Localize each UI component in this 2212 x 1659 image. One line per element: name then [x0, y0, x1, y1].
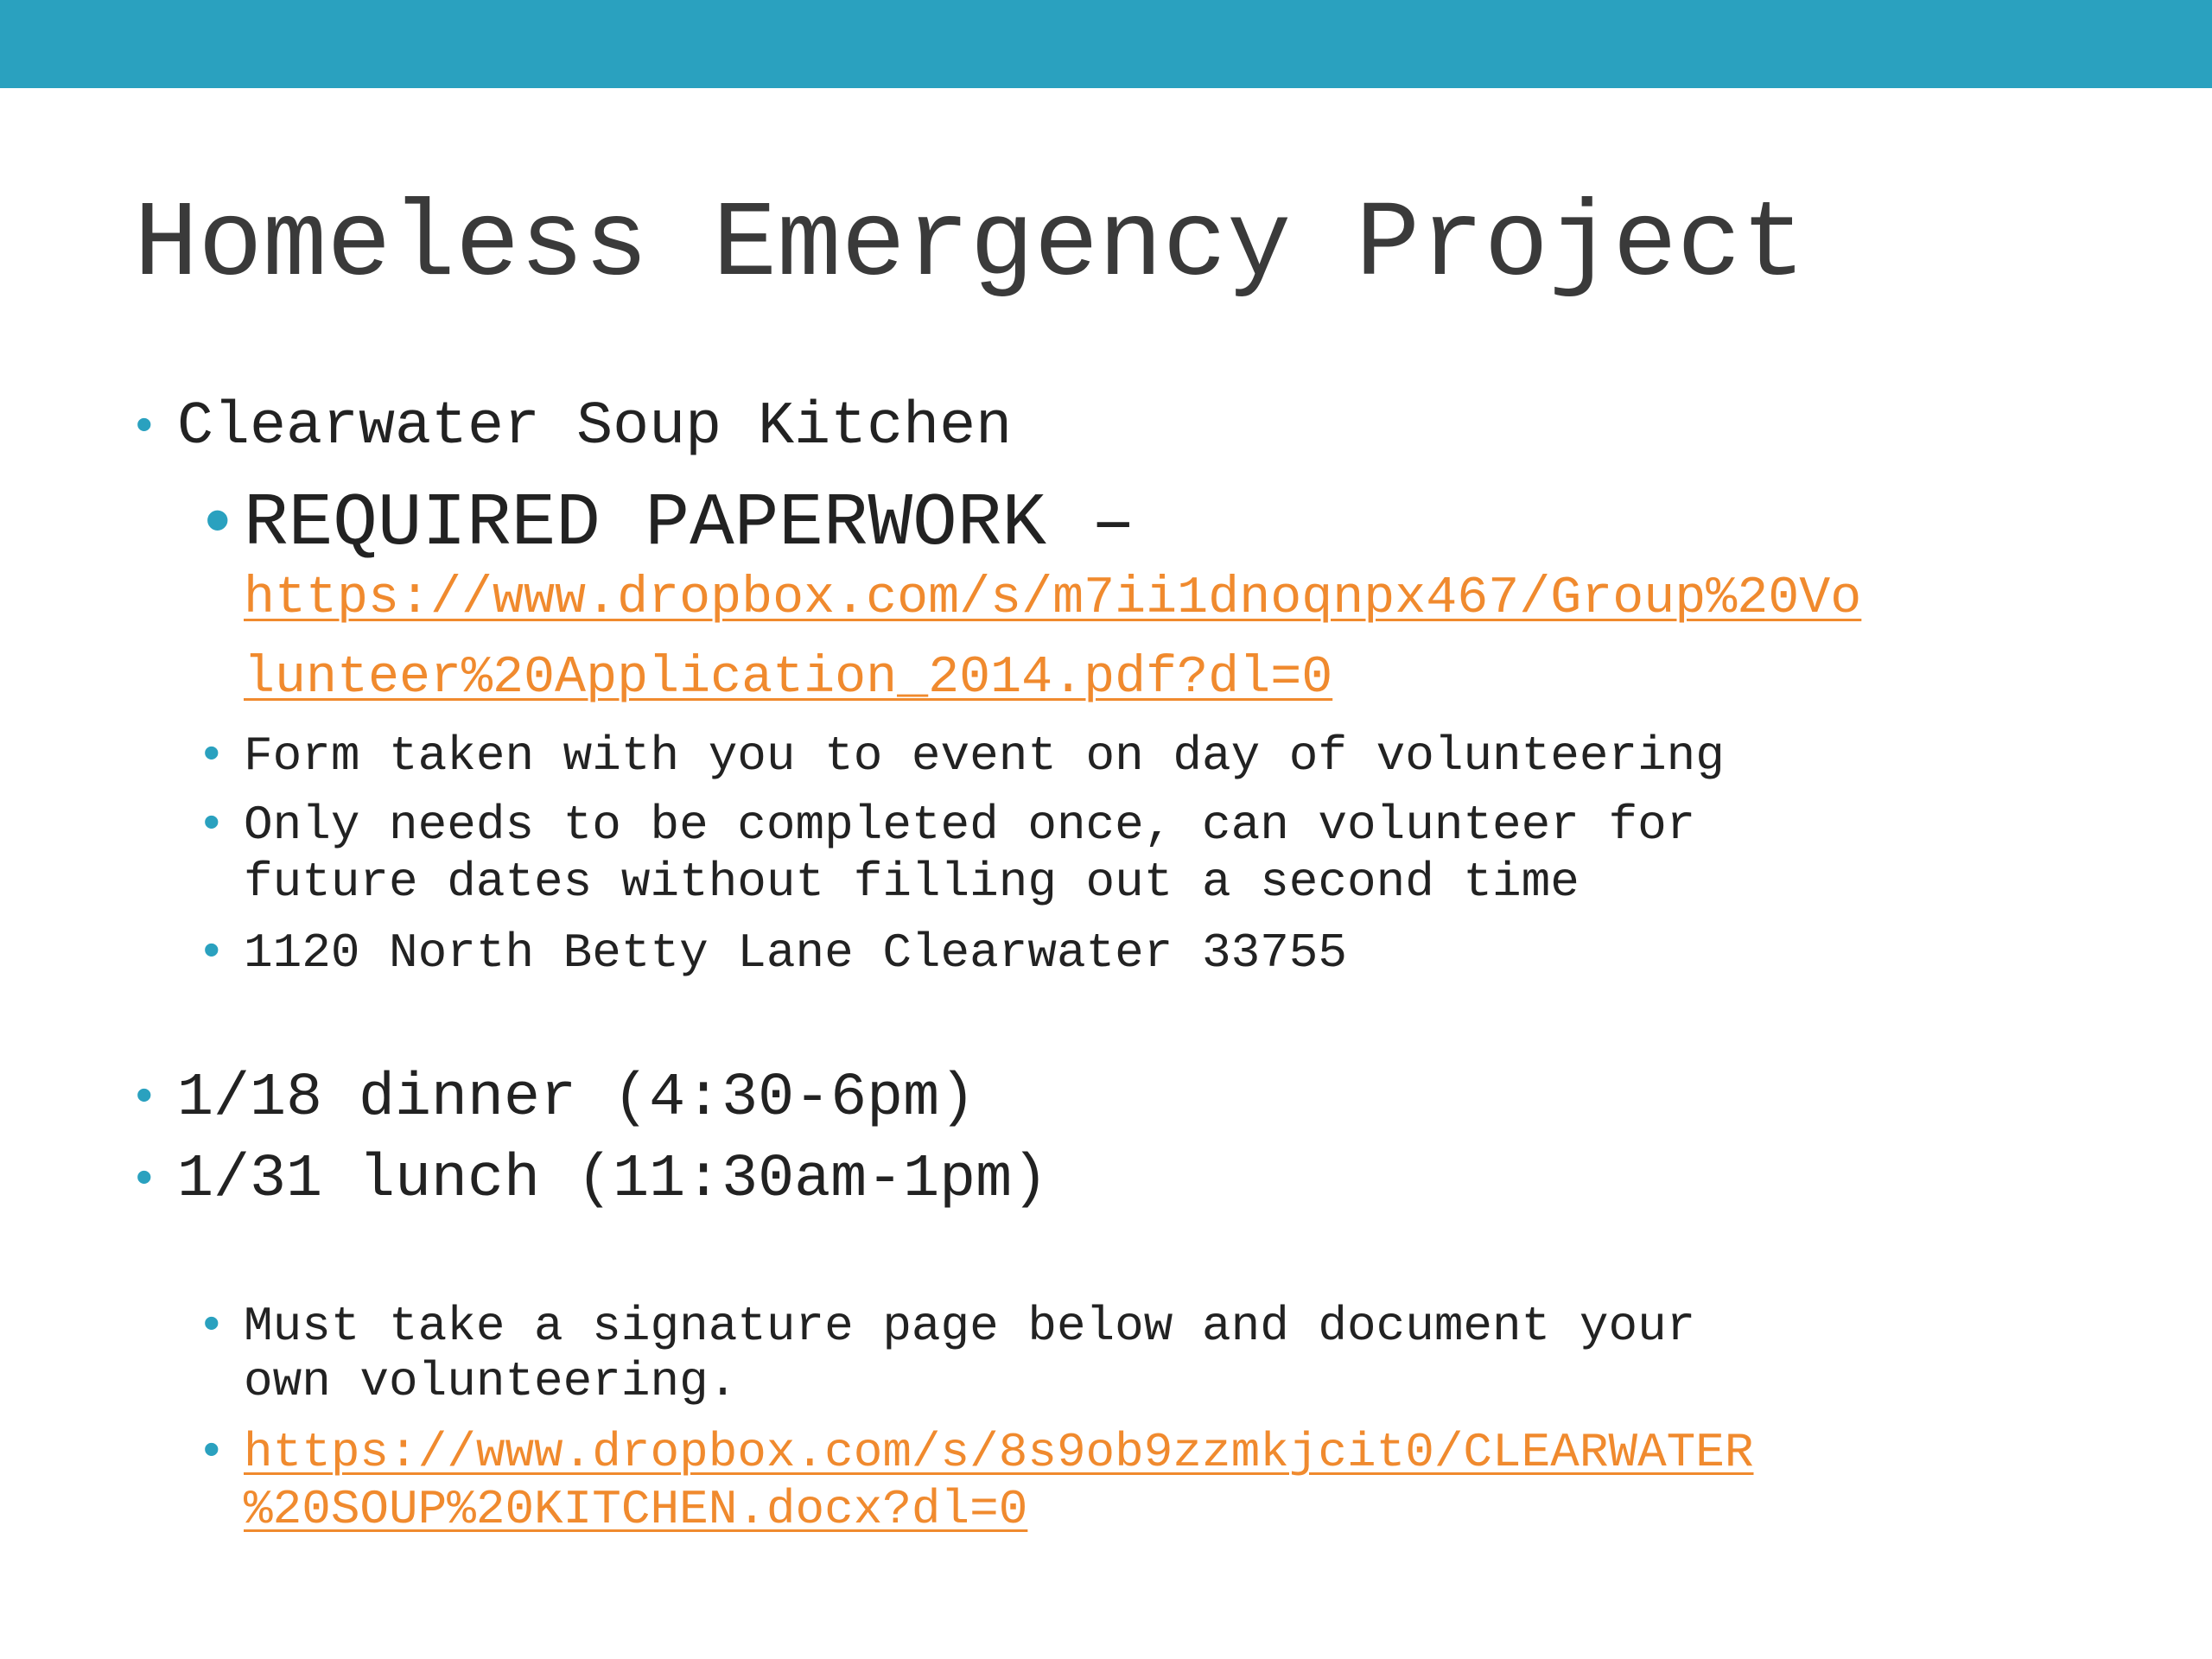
signature-link-line1[interactable]: https://www.dropbox.com/s/8s9ob9zzmkjcit0/CLEARWATER: [244, 1425, 1754, 1480]
bullet-icon: •: [197, 1425, 226, 1480]
note-once-line2: future dates without filling out a second time: [244, 855, 1580, 910]
note-form: Form taken with you to event on day of volunteering: [244, 728, 1725, 784]
paperwork-label: REQUIRED PAPERWORK –: [244, 481, 1136, 566]
date-dinner: 1/18 dinner (4:30-6pm): [177, 1065, 976, 1133]
bullet-icon: •: [195, 483, 240, 568]
bullet-icon: •: [197, 925, 226, 981]
bullet-icon: •: [130, 1153, 159, 1208]
slide-title: Homeless Emergency Project: [134, 186, 1806, 307]
bullet-icon: •: [197, 1299, 226, 1354]
note-once-line1: Only needs to be completed once, can volunteer for: [244, 798, 1696, 853]
note-address: 1120 North Betty Lane Clearwater 33755: [244, 925, 1348, 981]
signature-note-line1: Must take a signature page below and document your: [244, 1299, 1696, 1354]
signature-link-line2[interactable]: %20SOUP%20KITCHEN.docx?dl=0: [244, 1482, 1028, 1537]
bullet-icon: •: [130, 1071, 159, 1126]
paperwork-link-line2[interactable]: lunteer%20Application_2014.pdf?dl=0: [244, 649, 1333, 708]
bullet-icon: •: [197, 728, 226, 784]
signature-note-line2: own volunteering.: [244, 1354, 738, 1409]
paperwork-link-line1[interactable]: https://www.dropbox.com/s/m7ii1dnoqnpx467/Group%20Vo: [244, 569, 1862, 628]
bullet-icon: •: [130, 400, 159, 455]
bullet-icon: •: [197, 798, 226, 853]
header-bar: [0, 0, 2212, 88]
location-heading: Clearwater Soup Kitchen: [177, 393, 1013, 461]
date-lunch: 1/31 lunch (11:30am-1pm): [177, 1146, 1049, 1214]
